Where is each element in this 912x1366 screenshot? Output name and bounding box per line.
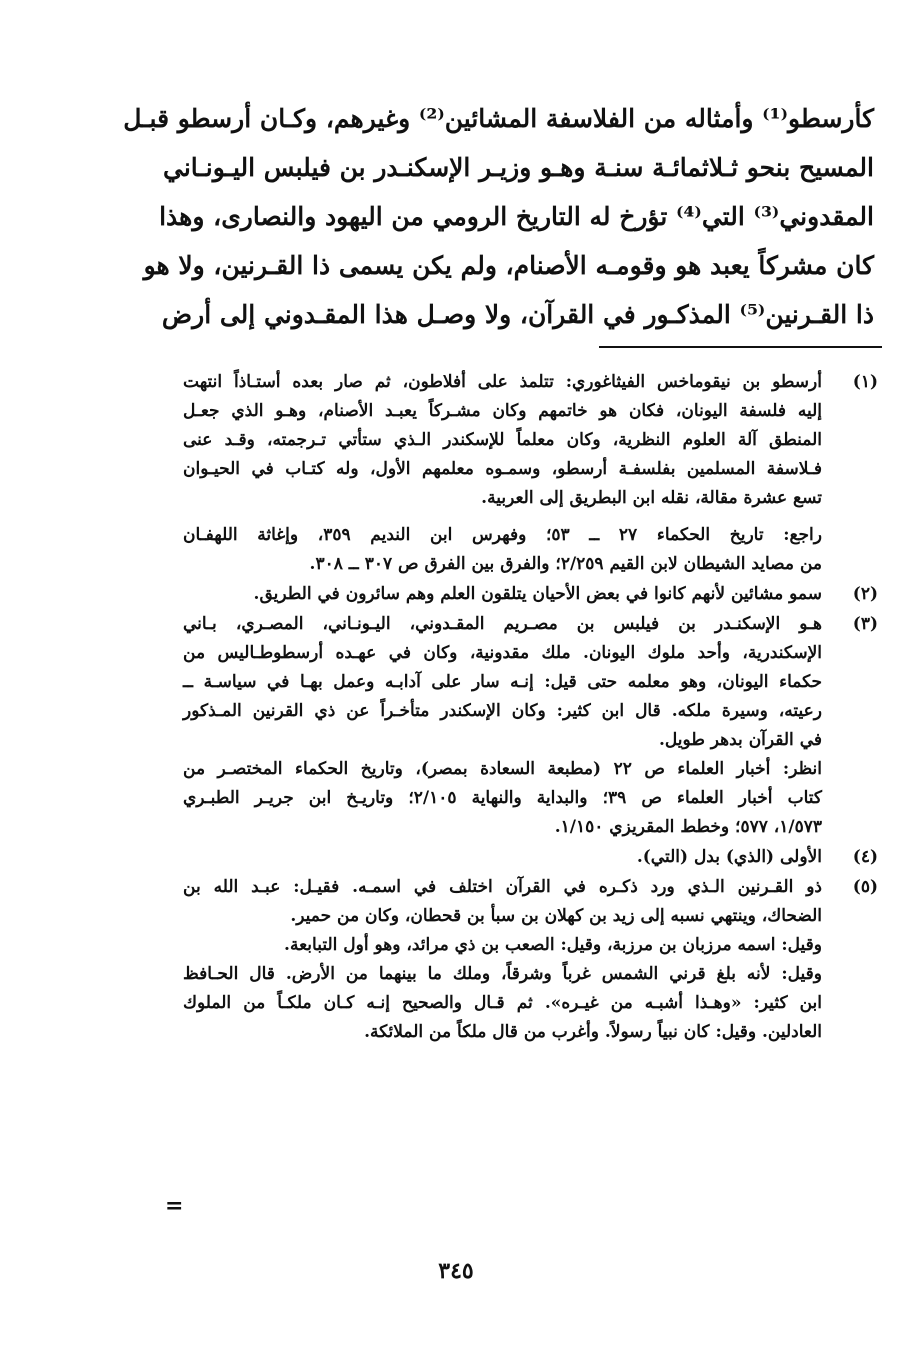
footnote-line: انظر: أخبار العلماء ص ٢٢ (مطبعة السعادة بمصر)، وتاريخ الحكماء المختصـر من — [183, 759, 822, 779]
main-body-text — [123, 94, 874, 339]
footnote-line: الأولى (الذي) بدل (التي). — [636, 847, 822, 867]
footnote-5 — [183, 873, 878, 1047]
footnote-line: كتاب أخبار العلماء ص ٣٩؛ والبداية والنهاية ٢/١٠٥؛ وتاريـخ ابن جريـر الطبـري — [183, 788, 823, 808]
footnote-line: الضحاك، وينتهي نسبه إلى زيد بن كهلان بن سبأ بن قحطان، وكان من حمير. — [290, 906, 822, 926]
continuation-mark: = — [165, 1193, 184, 1219]
footnote-line: رعيته، وسيرة ملكه. قال ابن كثير: وكان الإسكندر متأخـراً عن ذي القرنين المـذكور — [183, 701, 822, 721]
footnote-continuation — [183, 931, 822, 1047]
footnote-line: وقيل: لأنه بلغ قرني الشمس غرباً وشرقاً، وملك ما بينهما من الأرض. قال الحـافظ — [183, 964, 822, 984]
footnote-line: الإسكندرية، وأحد ملوك اليونان. ملك مقدونية، وكان في عهـده أرسطوطـاليس من — [183, 643, 822, 663]
main-text-line: المقدوني⁽³⁾ التي⁽⁴⁾ تؤرخ له التاريخ الرومي من اليهود والنصارى، وهذا — [159, 202, 874, 231]
footnote-number: (١) — [852, 372, 878, 392]
footnote-references — [183, 755, 822, 842]
footnote-references — [183, 521, 822, 579]
footnote-4 — [183, 843, 878, 872]
footnote-3 — [183, 610, 878, 842]
footnote-line: ابن كثير: «وهـذا أشبـه من غيـره». ثم قـال والصحيح إنـه كـان ملكـاً من الملوك — [183, 993, 822, 1013]
footnote-line: أرسطو بن نيقوماخس الفيثاغوري: تتلمذ على أفلاطون، ثم صار بعده أستـاذاً انتهت — [183, 372, 822, 392]
footnote-line: تسع عشرة مقالة، نقله ابن البطريق إلى العربية. — [481, 488, 822, 508]
page-number: ٣٤٥ — [438, 1258, 474, 1284]
footnote-line: ذو القـرنين الـذي ورد ذكـره في القرآن اختلف في اسمـه. فقيـل: عبـد الله بن — [183, 877, 822, 897]
main-text-line: المسيح بنحو ثـلاثمائـة سنـة وهـو وزيـر الإسكنـدر بن فيلبس اليـونـاني — [163, 153, 874, 182]
footnote-line: فـلاسفة المسلمين بفلسفـة أرسطو، وسمـوه معلمهم الأول، وله كتـاب في الحيـوان — [183, 459, 822, 479]
main-text-line: ذا القـرنين⁽⁵⁾ المذكـور في القرآن، ولا وصـل هذا المقـدوني إلى أرض — [161, 300, 874, 329]
footnote-1 — [183, 368, 878, 579]
footnote-number: (٣) — [852, 614, 878, 634]
footnote-line: حكماء اليونان، وهو معلمه حتى قيل: إنـه سار على آدابـه وعمل بهـا في سياسـة ــ — [183, 672, 822, 692]
footnote-number: (٥) — [852, 877, 878, 897]
main-text-line: كان مشركاً يعبد هو وقومـه الأصنام، ولم يكن يسمى ذا القـرنين، ولا هو — [143, 251, 874, 280]
main-text-line: كأرسطو⁽¹⁾ وأمثاله من الفلاسفة المشائين⁽²⁾ وغيرهم، وكـان أرسطو قبـل — [123, 104, 874, 133]
footnote-number: (٢) — [852, 584, 878, 604]
footnote-separator — [599, 346, 882, 348]
footnote-line: وقيل: اسمه مرزبان بن مرزبة، وقيل: الصعب بن ذي مرائد، وهو أول التبابعة. — [284, 935, 822, 955]
footnote-line: سمو مشائين لأنهم كانوا في بعض الأحيان يتلقون العلم وهم سائرون في الطريق. — [253, 584, 822, 604]
footnote-line: من مصايد الشيطان لابن القيم ٢/٢٥٩؛ والفرق بين الفرق ص ٣٠٧ ــ ٣٠٨. — [309, 554, 822, 574]
footnote-line: في القرآن بدهر طويل. — [659, 730, 822, 750]
footnote-line: العادلين. وقيل: كان نبياً رسولاً. وأغرب من قال ملكاً من الملائكة. — [364, 1022, 822, 1042]
footnote-line: المنطق آلة العلوم النظرية، وكان معلماً للإسكندر الـذي ستأتي تـرجمته، وقـد عنى — [183, 430, 822, 450]
footnote-line: ١/٥٧٣، ٥٧٧؛ وخطط المقريزي ١/١٥٠. — [554, 817, 822, 837]
footnote-line: إليه فلسفة اليونان، فكان هو خاتمهم وكان مشـركاً يعبـد الأصنام، وهـو الذي جعـل — [183, 401, 822, 421]
footnote-2 — [183, 580, 878, 609]
footnote-line: هـو الإسكنـدر بن فيلبس بن مصـريم المقـدوني، اليـونـاني، المصـري، بـاني — [183, 614, 822, 634]
footnotes-section — [183, 368, 878, 1047]
footnote-line: راجع: تاريخ الحكماء ٢٧ ــ ٥٣؛ وفهرس ابن النديم ٣٥٩، وإغاثة اللهفـان — [183, 525, 822, 545]
footnote-number: (٤) — [852, 847, 878, 867]
